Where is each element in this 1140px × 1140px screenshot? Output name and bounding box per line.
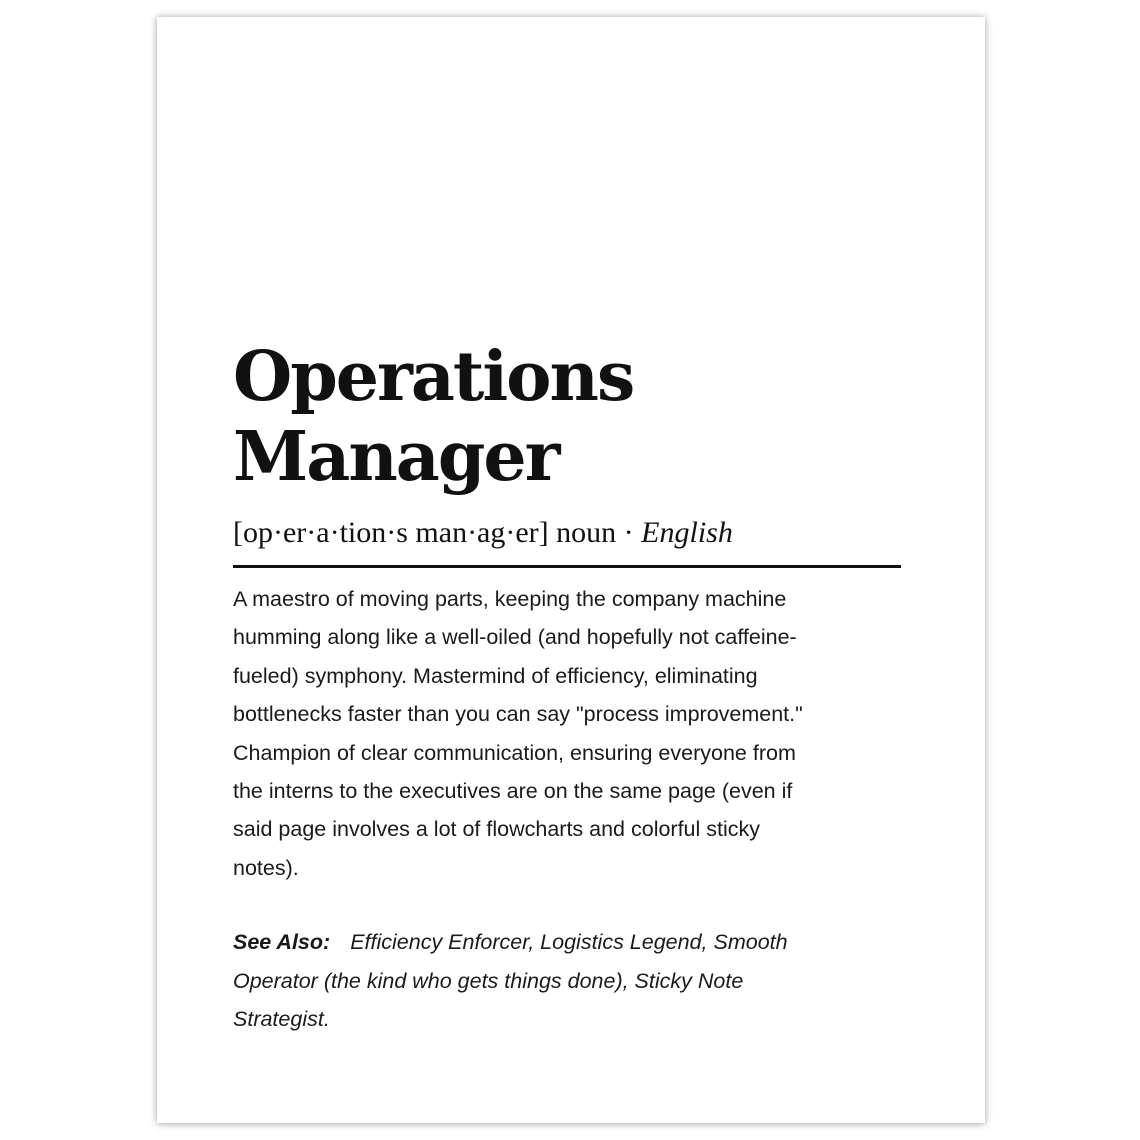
definition-text xyxy=(233,580,893,887)
definition-entry xyxy=(233,337,903,1038)
definition-line: humming along like a well-oiled (and hopefully not caffeine- xyxy=(233,625,797,650)
entry-title-line-2: Manager xyxy=(233,417,559,497)
divider-rule xyxy=(233,565,901,568)
definition-line: Champion of clear communication, ensuring everyone from xyxy=(233,740,796,765)
definition-line: notes). xyxy=(233,855,299,880)
part-of-speech: noun · xyxy=(556,516,634,549)
pronunciation: [op·er·a·tion·s man·ag·er] xyxy=(233,516,549,549)
see-also xyxy=(233,923,893,1038)
see-also-line: Operator (the kind who gets things done), Sticky Note xyxy=(233,968,744,993)
see-also-first-row xyxy=(233,923,893,961)
definition-line: bottlenecks faster than you can say "process improvement." xyxy=(233,702,803,727)
definition-line: fueled) symphony. Mastermind of efficiency, eliminating xyxy=(233,663,758,688)
definition-line: said page involves a lot of flowcharts and colorful sticky xyxy=(233,817,761,842)
see-also-line: Strategist. xyxy=(233,1007,330,1032)
pronunciation-line xyxy=(233,515,903,551)
see-also-label: See Also: xyxy=(233,930,331,955)
definition-line: A maestro of moving parts, keeping the company machine xyxy=(233,587,787,611)
poster-sheet xyxy=(157,17,985,1123)
language: English xyxy=(641,516,733,549)
entry-title xyxy=(233,337,903,497)
definition-line: the interns to the executives are on the same page (even if xyxy=(233,779,793,804)
entry-title-line-1: Operations xyxy=(233,337,634,417)
see-also-line: Efficiency Enforcer, Logistics Legend, Smooth xyxy=(350,930,788,955)
